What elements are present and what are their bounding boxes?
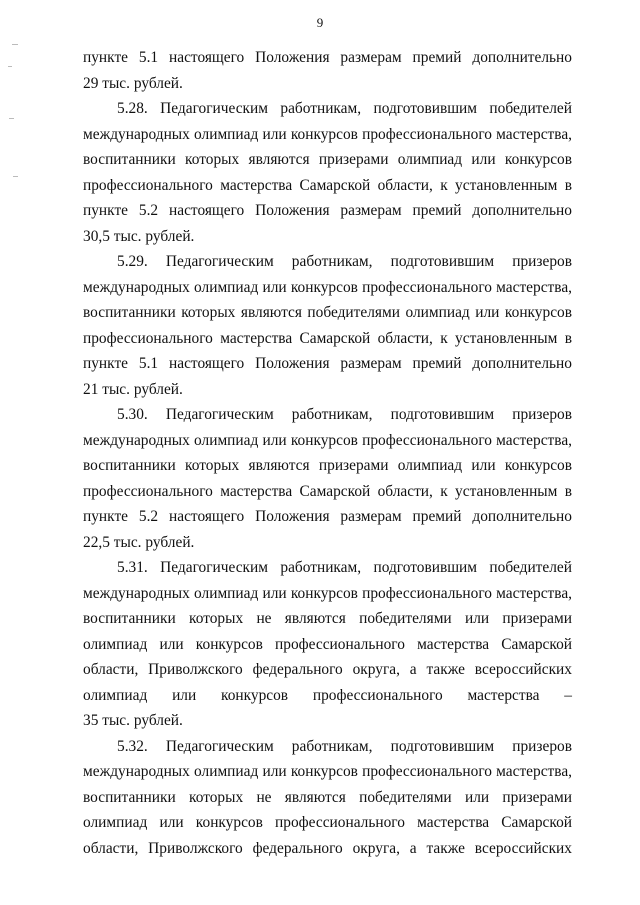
text-line: воспитанники которых являются призерами олимпиад или конкурсов [83, 457, 572, 474]
text-line: воспитанники которых являются победителями олимпиад или конкурсов [83, 304, 572, 321]
text-line: олимпиад или конкурсов профессионального мастерства Самарской [83, 635, 572, 653]
text-line: олимпиад или конкурсов профессионального мастерства Самарской [83, 814, 572, 831]
text-line: воспитанники которых не являются победителями или призерами [83, 788, 572, 806]
text-line: международных олимпиад или конкурсов профессионального мастерства, [83, 278, 572, 296]
text-line: воспитанники которых не являются победителями или призерами [83, 610, 572, 627]
text-line: пункте 5.1 настоящего Положения размерам премий дополнительно [83, 355, 572, 372]
text-line: воспитанники которых являются призерами олимпиад или конкурсов [83, 151, 572, 168]
text-line: пункте 5.2 настоящего Положения размерам премий дополнительно [83, 202, 572, 219]
text-line: 5.30. Педагогическим работникам, подготовившим призеров [117, 406, 572, 423]
text-line: международных олимпиад или конкурсов профессионального мастерства, [83, 763, 572, 780]
text-line: 22,5 тыс. рублей. [83, 533, 195, 551]
text-line: международных олимпиад или конкурсов профессионального мастерства, [83, 584, 572, 602]
text-line: олимпиад или конкурсов профессионального мастерства – [83, 686, 572, 704]
text-line: пункте 5.2 настоящего Положения размерам премий дополнительно [83, 508, 572, 525]
text-line: международных олимпиад или конкурсов профессионального мастерства, [83, 125, 572, 143]
text-line: 5.29. Педагогическим работникам, подготовившим призеров [117, 253, 572, 270]
text-line: пункте 5.1 настоящего Положения размерам премий дополнительно [83, 49, 572, 66]
text-line: международных олимпиад или конкурсов профессионального мастерства, [83, 431, 572, 449]
text-line: профессионального мастерства Самарской области, к установленным в [83, 329, 572, 347]
text-line: профессионального мастерства Самарской области, к установленным в [83, 176, 572, 194]
page-number: 9 [316, 15, 324, 30]
text-line: профессионального мастерства Самарской области, к установленным в [83, 482, 572, 500]
text-line: 30,5 тыс. рублей. [83, 227, 195, 245]
text-line: области, Приволжского федерального округа, а также всероссийских [83, 839, 572, 857]
text-line: 5.32. Педагогическим работникам, подготовившим призеров [117, 737, 572, 755]
text-line: 21 тыс. рублей. [83, 380, 183, 398]
text-line: 5.31. Педагогическим работникам, подготовившим победителей [117, 559, 572, 576]
text-line: области, Приволжского федерального округа, а также всероссийских [83, 661, 572, 678]
text-line: 5.28. Педагогическим работникам, подготовившим победителей [117, 100, 572, 117]
text-line: 29 тыс. рублей. [83, 74, 183, 92]
text-line: 35 тыс. рублей. [83, 712, 183, 729]
document-body [83, 45, 572, 861]
scan-margin-marks [6, 26, 20, 186]
